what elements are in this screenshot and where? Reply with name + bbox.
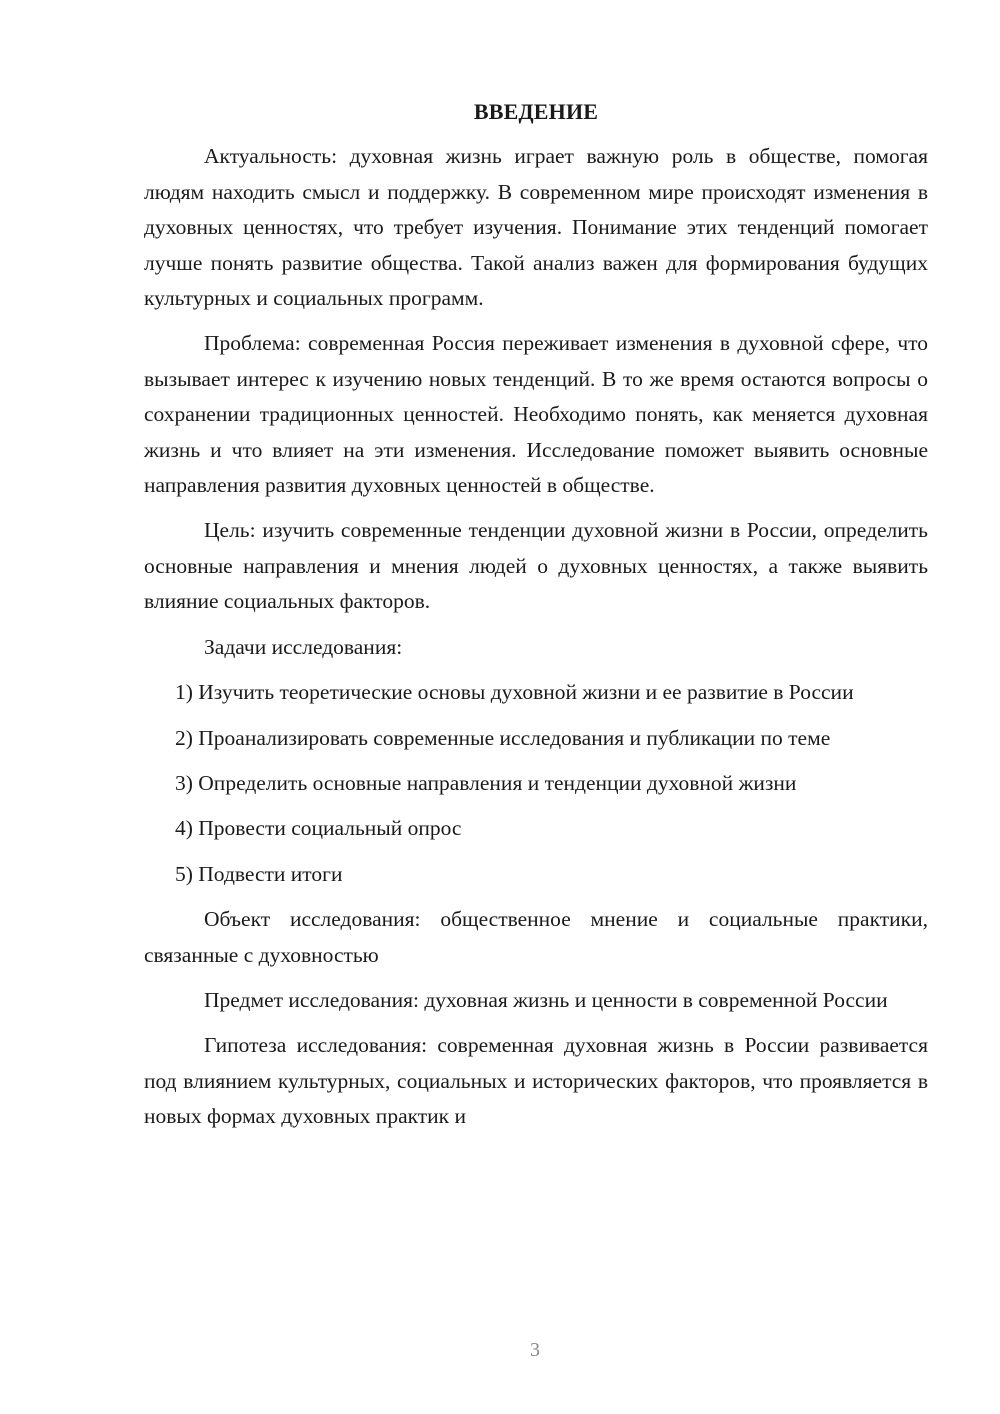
- hypothesis-paragraph: Гипотеза исследования: современная духовная жизнь в России развивается под влиянием культурных, социальных и исторических факторов, что проявляется в новых формах духовных практик и: [144, 1033, 928, 1129]
- problem-paragraph: Проблема: современная Россия переживает изменения в духовной сфере, что вызывает интерес к изучению новых тенденций. В то же время остаются вопросы о сохранении традиционных ценностей. Необходимо понять, как меняется духовная жизнь и что влияет на эти изменения. Исследование поможет выявить основные направления развития духовных ценностей в обществе.: [144, 331, 928, 498]
- tasks-heading: Задачи исследования:: [204, 634, 403, 659]
- task-item-3: 3) Определить основные направления и тенденции духовной жизни: [175, 770, 797, 795]
- goal-paragraph: Цель: изучить современные тенденции духовной жизни в России, определить основные направления и мнения людей о духовных ценностях, а также выявить влияние социальных факторов.: [144, 518, 928, 614]
- task-item-2: 2) Проанализировать современные исследования и публикации по теме: [175, 725, 831, 750]
- relevance-paragraph: Актуальность: духовная жизнь играет важную роль в обществе, помогая людям находить смысл и поддержку. В современном мире происходят изменения в духовных ценностях, что требует изучения. Понимание этих тенденций помогает лучше понять развитие общества. Такой анализ важен для формирования будущих культурных и социальных программ.: [144, 144, 928, 311]
- page-title: ВВЕДЕНИЕ: [473, 99, 599, 124]
- task-item-5: 5) Подвести итоги: [175, 861, 343, 886]
- subject-paragraph: Предмет исследования: духовная жизнь и ценности в современной России: [204, 987, 888, 1012]
- page-number: 3: [530, 1339, 540, 1361]
- task-item-1: 1) Изучить теоретические основы духовной жизни и ее развитие в России: [175, 680, 854, 705]
- page-content: [144, 94, 928, 1145]
- task-item-4: 4) Провести социальный опрос: [175, 816, 462, 841]
- object-paragraph: Объект исследования: общественное мнение и социальные практики, связанные с духовностью: [144, 907, 928, 967]
